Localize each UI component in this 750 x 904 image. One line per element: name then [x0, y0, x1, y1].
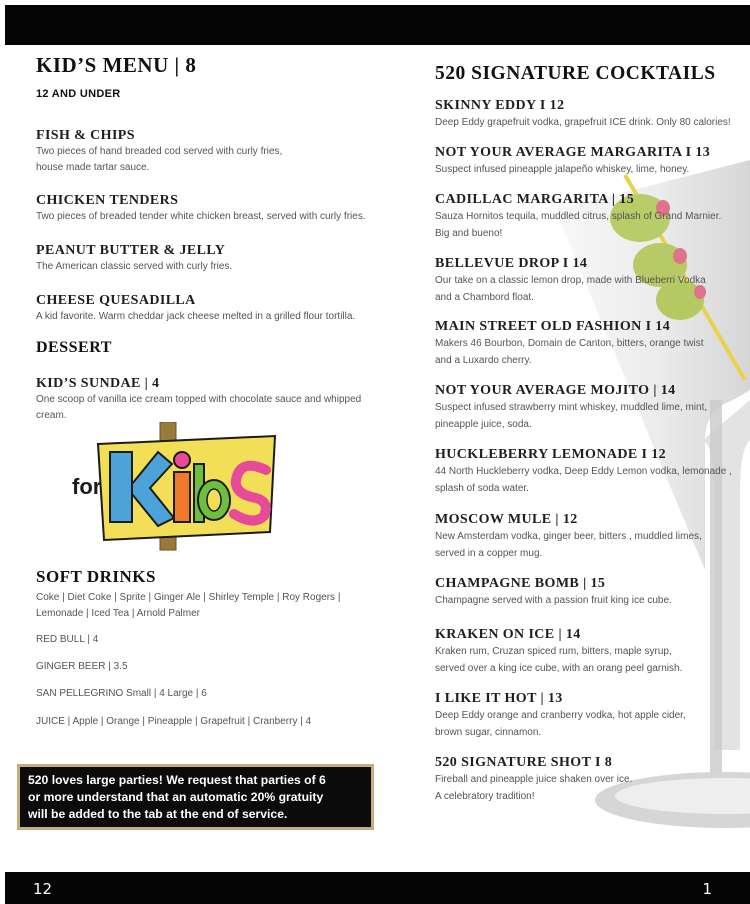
cocktail-desc: Big and bueno!: [435, 228, 503, 239]
menu-item: [36, 292, 381, 325]
cocktail-name: NOT YOUR AVERAGE MARGARITA I 13: [435, 145, 711, 160]
menu-item-name: KID’S SUNDAE | 4: [36, 376, 160, 391]
logo-for-text: for: [72, 474, 102, 499]
menu-item-desc: Two pieces of hand breaded cod served with curly fries,: [36, 146, 283, 157]
ginger-beer-price: GINGER BEER | 3.5: [36, 661, 128, 672]
menu-item-desc: Two pieces of breaded tender white chicken breast, served with curly fries.: [36, 211, 366, 222]
cocktail-desc: Champagne served with a passion fruit king ice cube.: [435, 595, 672, 606]
cocktail-desc: pineapple juice, soda.: [435, 419, 532, 430]
cocktail-item: [435, 575, 735, 609]
cocktail-name: 520 SIGNATURE SHOT I 8: [435, 755, 613, 770]
menu-item: [36, 242, 366, 275]
cocktail-item: [435, 191, 735, 242]
menu-item-desc: cream.: [36, 410, 67, 421]
menu-item-name: FISH & CHIPS: [36, 128, 135, 143]
cocktail-desc: Our take on a classic lemon drop, made with Blueberri Vodka: [435, 275, 706, 286]
cocktail-desc: splash of soda water.: [435, 483, 529, 494]
cocktail-name: CADILLAC MARGARITA | 15: [435, 192, 635, 207]
menu-item-name: CHEESE QUESADILLA: [36, 293, 196, 308]
for-kids-logo: [70, 422, 280, 552]
soft-drinks-title: SOFT DRINKS: [36, 567, 156, 586]
cocktail-desc: 44 North Huckleberry vodka, Deep Eddy Lemon vodka, lemonade ,: [435, 466, 732, 477]
bottom-bar: [5, 872, 750, 904]
cocktail-item: [435, 255, 735, 306]
cocktail-desc: served in a copper mug.: [435, 548, 543, 559]
cocktail-name: SKINNY EDDY I 12: [435, 98, 565, 113]
soft-drinks-line: Lemonade | Iced Tea | Arnold Palmer: [36, 608, 200, 619]
menu-item: [36, 375, 376, 424]
cocktail-item: [435, 690, 735, 741]
cocktail-name: MAIN STREET OLD FASHION I 14: [435, 319, 671, 334]
juice-price: JUICE | Apple | Orange | Pineapple | Grapefruit | Cranberry | 4: [36, 716, 312, 727]
menu-item: [36, 127, 366, 176]
cocktail-name: BELLEVUE DROP I 14: [435, 256, 588, 271]
menu-item-desc: The American classic served with curly fries.: [36, 261, 233, 272]
cocktail-name: HUCKLEBERRY LEMONADE I 12: [435, 447, 667, 462]
kids-menu-title: KID’S MENU | 8: [36, 53, 197, 77]
cocktail-name: I LIKE IT HOT | 13: [435, 691, 563, 706]
cocktail-name: NOT YOUR AVERAGE MOJITO | 14: [435, 383, 676, 398]
menu-item: [36, 192, 376, 225]
notice-line: 520 loves large parties! We request that parties of 6: [28, 773, 326, 787]
cocktail-item: [435, 511, 735, 562]
page-number-left: 12: [33, 880, 53, 898]
cocktail-item: [435, 626, 735, 677]
cocktail-name: CHAMPAGNE BOMB | 15: [435, 576, 606, 591]
cocktail-name: MOSCOW MULE | 12: [435, 512, 578, 527]
cocktail-desc: Fireball and pineapple juice shaken over ice.: [435, 774, 633, 785]
cocktail-desc: brown sugar, cinnamon.: [435, 727, 542, 738]
cocktail-desc: served over a king ice cube, with an orang peel garnish.: [435, 663, 683, 674]
cocktail-desc: Makers 46 Bourbon, Domain de Canton, bitters, orange twist: [435, 338, 704, 349]
menu-item-name: PEANUT BUTTER & JELLY: [36, 243, 226, 258]
menu-item-name: CHICKEN TENDERS: [36, 193, 179, 208]
notice-line: or more understand that an automatic 20% gratuity: [28, 790, 324, 804]
cocktail-desc: Suspect infused pineapple jalapeño whiskey, lime, honey.: [435, 164, 690, 175]
cocktails-title: 520 SIGNATURE COCKTAILS: [435, 63, 716, 84]
cocktail-desc: New Amsterdam vodka, ginger beer, bitters , muddled limes,: [435, 531, 702, 542]
cocktail-name: KRAKEN ON ICE | 14: [435, 627, 581, 642]
cocktail-item: [435, 754, 735, 805]
menu-item-desc: A kid favorite. Warm cheddar jack cheese melted in a grilled flour tortilla.: [36, 311, 356, 322]
kids-menu-subtitle: 12 AND UNDER: [36, 88, 121, 100]
cocktail-desc: Suspect infused strawberry mint whiskey, muddled lime, mint,: [435, 402, 708, 413]
dessert-title: DESSERT: [36, 339, 112, 356]
cocktail-desc: Deep Eddy grapefruit vodka, grapefruit ICE drink. Only 80 calories!: [435, 117, 731, 128]
soft-drinks-line: Coke | Diet Coke | Sprite | Ginger Ale | Shirley Temple | Roy Rogers |: [36, 592, 341, 603]
logo-kids-text: KidS: [70, 422, 73, 423]
menu-item-desc: One scoop of vanilla ice cream topped with chocolate sauce and whipped: [36, 394, 362, 405]
soft-drinks-list: [36, 590, 356, 622]
cocktail-desc: Deep Eddy orange and cranberry vodka, hot apple cider,: [435, 710, 686, 721]
cocktail-item: [435, 97, 735, 131]
cocktail-desc: and a Luxardo cherry.: [435, 355, 532, 366]
red-bull-price: RED BULL | 4: [36, 634, 99, 645]
cocktail-desc: and a Chambord float.: [435, 292, 534, 303]
cocktail-desc: Sauza Hornitos tequila, muddled citrus, splash of Grand Marnier.: [435, 211, 722, 222]
cocktail-desc: Kraken rum, Cruzan spiced rum, bitters, maple syrup,: [435, 646, 672, 657]
top-bar: [5, 5, 750, 45]
menu-item-desc: house made tartar sauce.: [36, 162, 150, 173]
cocktail-desc: A celebratory tradition!: [435, 791, 535, 802]
cocktail-item: [435, 144, 735, 178]
cocktail-item: [435, 318, 735, 369]
cocktail-item: [435, 446, 735, 497]
gratuity-notice: [17, 764, 374, 830]
notice-line: will be added to the tab at the end of service.: [28, 807, 288, 821]
pellegrino-price: SAN PELLEGRINO Small | 4 Large | 6: [36, 688, 207, 699]
page-number-right: 1: [702, 880, 712, 898]
cocktail-item: [435, 382, 735, 433]
